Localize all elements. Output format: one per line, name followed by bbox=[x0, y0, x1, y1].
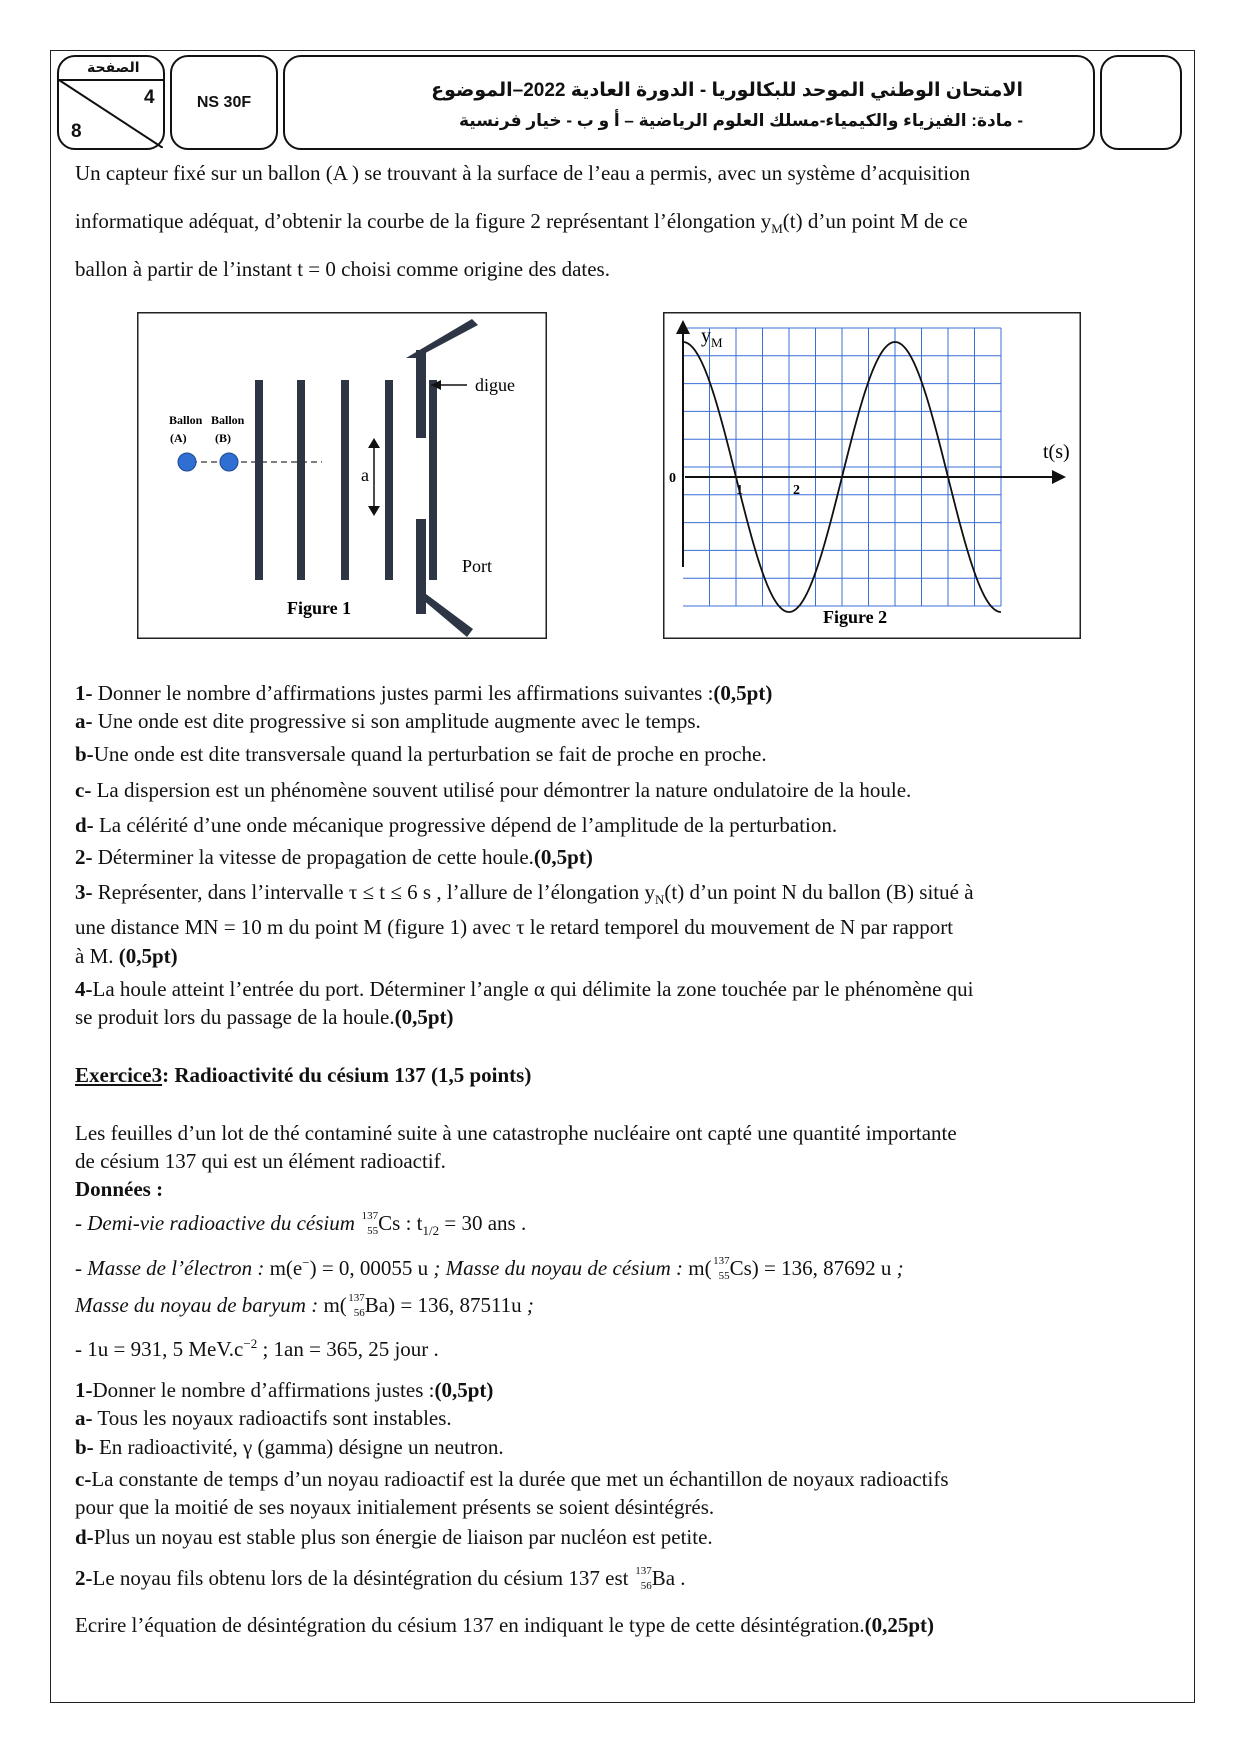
ex3-q2: 2-Le noyau fils obtenu lors de la désintégration du césium 137 est 137 56 Ba . bbox=[75, 1565, 686, 1593]
wavefront-2 bbox=[297, 380, 305, 580]
ex3-data-4: - 1u = 931, 5 $MeV.c^{-2}$ ; 1an = 365, 25 jour . bbox=[75, 1336, 439, 1361]
digue-label: digue bbox=[475, 375, 515, 395]
exam-code: NS 30F bbox=[196, 94, 252, 111]
page-number: 4 bbox=[144, 87, 155, 108]
gap-label: a bbox=[361, 465, 369, 485]
tick-label-1: 1 bbox=[736, 483, 743, 498]
port-label: Port bbox=[462, 556, 493, 576]
ex3-intro-1: Les feuilles d’un lot de thé contaminé suite à une catastrophe nucléaire ont capté une quantité importante bbox=[75, 1121, 957, 1145]
ballon-a-circle bbox=[178, 453, 196, 471]
x-axis-label: t(s) bbox=[1043, 441, 1070, 463]
ballon-a-id: (A) bbox=[170, 431, 187, 445]
ex3-q1-d: d-Plus un noyau est stable plus son énergie de liaison par nucléon est petite. bbox=[75, 1525, 713, 1549]
q4-line-1: 4-La houle atteint l’entrée du port. Déterminer l’angle α qui délimite la zone touchée par le phénomène qui bbox=[75, 977, 974, 1001]
ballon-b-label: Ballon bbox=[211, 413, 245, 427]
ballon-b-circle bbox=[220, 453, 238, 471]
exam-code-box bbox=[170, 55, 278, 150]
ex3-data-1: - Demi-vie radioactive du césium 137 55 Cs : $t_{1/2} = 30$ ans . bbox=[75, 1210, 527, 1239]
y-axis-label: $y_M$ bbox=[701, 325, 723, 350]
q1-title: 1- Donner le nombre d’affirmations justes parmi les affirmations suivantes :(0,5pt) bbox=[75, 681, 773, 705]
q3-line-1: 3- Représenter, dans l’intervalle τ ≤ t ≤ 6 s , l’allure de l’élongation $y_N(t)$ d’un point N du ballon (B) situé à bbox=[75, 880, 974, 908]
tick-label-2: 2 bbox=[793, 483, 800, 498]
wavefront-4 bbox=[385, 380, 393, 580]
wavefront-3 bbox=[341, 380, 349, 580]
ex3-data-2: - Masse de l’électron : m(e−) = 0, 00055 u ; Masse du noyau de césium : m( 137 55 Cs) = 136, 87692 u ; bbox=[75, 1255, 904, 1283]
page-number-box bbox=[57, 55, 165, 150]
blank-box bbox=[1100, 55, 1182, 150]
q1-b: b-Une onde est dite transversale quand la perturbation se fait de proche en proche. bbox=[75, 742, 767, 766]
figure-1 bbox=[137, 312, 547, 639]
exam-title: الامتحان الوطني الموحد للبكالوريا - الدورة العادية 2022–الموضوع bbox=[431, 80, 1023, 101]
ballon-a-label: Ballon bbox=[169, 413, 203, 427]
ballon-b-id: (B) bbox=[215, 431, 231, 445]
q1-c: c- La dispersion est un phénomène souvent utilisé pour démontrer la nature ondulatoire de la houle. bbox=[75, 778, 912, 802]
figure-2-caption: Figure 2 bbox=[823, 607, 888, 627]
q1-a: a- Une onde est dite progressive si son amplitude augmente avec le temps. bbox=[75, 709, 701, 733]
ex3-q1-title: 1-Donner le nombre d’affirmations justes :(0,5pt) bbox=[75, 1378, 494, 1402]
ex3-q1-b: b- En radioactivité, γ (gamma) désigne un neutron. bbox=[75, 1435, 504, 1459]
origin-label: 0 bbox=[669, 471, 676, 486]
q4-line-2: se produit lors du passage de la houle.(0,5pt) bbox=[75, 1005, 454, 1029]
exam-subject: - مادة: الفيزياء والكيمياء-مسلك العلوم الرياضية – أ و ب - خيار فرنسية bbox=[458, 111, 1023, 130]
ex3-q1-c-2: pour que la moitié de ses noyaux initialement présents se soient désintégrés. bbox=[75, 1495, 715, 1519]
intro-line-2: informatique adéquat, d’obtenir la courbe de la figure 2 représentant l’élongation $y_M(t)$ d’un point M de ce bbox=[75, 209, 968, 237]
q1-d: d- La célérité d’une onde mécanique progressive dépend de l’amplitude de la perturbation. bbox=[75, 813, 838, 837]
ex3-intro-2: de césium 137 qui est un élément radioactif. bbox=[75, 1149, 446, 1173]
q3-line-3: à M. (0,5pt) bbox=[75, 944, 178, 968]
ex3-q3: Ecrire l’équation de désintégration du césium 137 en indiquant le type de cette désintégration.(0,25pt) bbox=[75, 1613, 934, 1637]
ex3-q1-c-1: c-La constante de temps d’un noyau radioactif est la durée que met un échantillon de noyaux radioactifs bbox=[75, 1467, 949, 1491]
exam-title-box bbox=[283, 55, 1095, 150]
q2: 2- Déterminer la vitesse de propagation de cette houle.(0,5pt) bbox=[75, 845, 593, 869]
wavefront-5 bbox=[429, 380, 437, 580]
page-total: 8 bbox=[71, 121, 82, 142]
page-label: الصفحة bbox=[87, 59, 140, 75]
intro-line-1: Un capteur fixé sur un ballon (A ) se trouvant à la surface de l’eau a permis, avec un système d’acquisition bbox=[75, 161, 971, 185]
wavefront-1 bbox=[255, 380, 263, 580]
figure-1-caption: Figure 1 bbox=[287, 598, 352, 618]
intro-line-3: ballon à partir de l’instant t = 0 choisi comme origine des dates. bbox=[75, 257, 610, 281]
ex3-donnees: Données : bbox=[75, 1177, 164, 1201]
ex3-q1-a: a- Tous les noyaux radioactifs sont instables. bbox=[75, 1406, 452, 1430]
ex3-data-3: Masse du noyau de baryum : m( 137 56 Ba) = 136, 87511u ; bbox=[75, 1292, 534, 1320]
q3-line-2: une distance MN = 10 m du point M (figure 1) avec τ le retard temporel du mouvement de N par rapport bbox=[75, 915, 954, 939]
figure-2-chart bbox=[663, 312, 1081, 639]
ex3-title: Exercice3: Radioactivité du césium 137 (1,5 points) bbox=[75, 1063, 532, 1087]
